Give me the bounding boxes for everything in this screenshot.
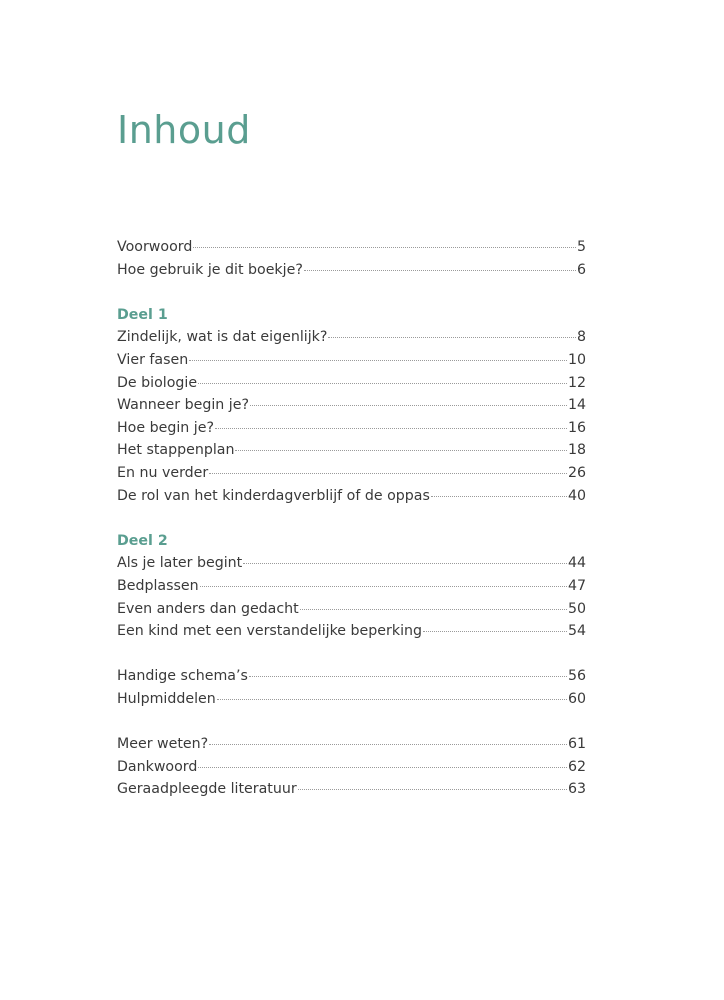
toc-entry-page-number: 14 (567, 397, 586, 414)
toc-entry-title: Het stappenplan (117, 442, 235, 459)
toc-entry-title: Als je later begint (117, 555, 243, 572)
dot-leader (193, 247, 576, 248)
toc-entry-title: Wanneer begin je? (117, 397, 249, 414)
dot-leader (243, 563, 567, 564)
toc-entry[interactable] (117, 326, 586, 349)
toc-entry-page-number: 10 (567, 351, 586, 368)
toc-entry-page-number: 12 (567, 374, 586, 391)
toc-entry-page-number: 54 (567, 623, 586, 640)
toc-entry-page-number: 62 (567, 758, 586, 775)
toc-entry-title: Meer weten? (117, 736, 209, 753)
toc-entry-title: Hoe begin je? (117, 419, 214, 436)
toc-entry[interactable] (117, 733, 586, 756)
toc-entry[interactable] (117, 349, 586, 372)
dot-leader (198, 383, 567, 384)
toc-entry-page-number: 5 (576, 239, 586, 255)
toc-entry[interactable] (117, 394, 586, 417)
toc-entry-page-number: 61 (567, 736, 586, 753)
toc-entry-title: Zindelijk, wat is dat eigenlijk? (117, 329, 328, 346)
toc-entry[interactable] (117, 665, 586, 688)
dot-leader (249, 676, 567, 677)
section-heading: Deel 1 (117, 306, 168, 323)
toc-entry-page-number: 40 (567, 487, 586, 504)
toc-entry-page-number: 18 (567, 442, 586, 459)
toc-entry-title: Geraadpleegde literatuur (117, 781, 297, 798)
dot-leader (235, 450, 566, 451)
toc-entry-title: De biologie (117, 374, 198, 391)
dot-leader (298, 789, 567, 790)
toc-entry[interactable] (117, 598, 586, 621)
dot-leader (328, 337, 576, 338)
dot-leader (198, 767, 567, 768)
group-spacer (117, 710, 586, 733)
toc-entry-title: En nu verder (117, 464, 209, 481)
toc-entry-page-number: 44 (567, 555, 586, 572)
toc-entry-title: Even anders dan gedacht (117, 600, 299, 617)
toc-entry-title: Een kind met een verstandelijke beperking (117, 623, 423, 640)
toc-entry[interactable] (117, 372, 586, 395)
dot-leader (431, 496, 567, 497)
toc-entry-title: Voorwoord (117, 239, 193, 255)
dot-leader (209, 744, 567, 745)
group-spacer (117, 281, 586, 304)
page-title: Inhoud (117, 108, 251, 152)
toc-entry-title: Hulpmiddelen (117, 690, 216, 707)
toc-entry-title: Bedplassen (117, 577, 199, 594)
toc-entry-page-number: 47 (567, 577, 586, 594)
toc-entry[interactable] (117, 688, 586, 711)
toc-entry-page-number: 63 (567, 781, 586, 798)
dot-leader (304, 270, 576, 271)
toc-entry-title: Vier fasen (117, 351, 189, 368)
toc-entry-page-number: 6 (576, 261, 586, 278)
toc-entry-page-number: 50 (567, 600, 586, 617)
dot-leader (423, 631, 567, 632)
dot-leader (209, 473, 567, 474)
toc-entry-title: Handige schema’s (117, 668, 248, 685)
toc-entry-title: De rol van het kinderdagverblijf of de oppas (117, 487, 430, 504)
group-spacer (117, 643, 586, 666)
toc-entry[interactable] (117, 575, 586, 598)
toc-entry-page-number: 60 (567, 690, 586, 707)
dot-leader (215, 428, 567, 429)
dot-leader (217, 699, 567, 700)
dot-leader (200, 586, 567, 587)
toc-entry[interactable] (117, 417, 586, 440)
group-spacer (117, 507, 586, 530)
section-heading: Deel 2 (117, 532, 168, 549)
toc-entry-title: Dankwoord (117, 758, 198, 775)
toc-entry[interactable] (117, 485, 586, 508)
toc-entry[interactable] (117, 620, 586, 643)
toc-entry-page-number: 16 (567, 419, 586, 436)
toc-entry-page-number: 8 (576, 329, 586, 346)
toc-entry[interactable] (117, 756, 586, 779)
toc-entry[interactable] (117, 552, 586, 575)
toc-entry-page-number: 26 (567, 464, 586, 481)
dot-leader (189, 360, 567, 361)
toc-entry[interactable] (117, 778, 586, 801)
dot-leader (300, 609, 567, 610)
toc-entry[interactable] (117, 259, 586, 282)
dot-leader (250, 405, 567, 406)
toc-entry[interactable] (117, 236, 586, 259)
toc-entry[interactable] (117, 439, 586, 462)
toc-entry-page-number: 56 (567, 668, 586, 685)
table-of-contents (117, 236, 586, 801)
toc-entry[interactable] (117, 462, 586, 485)
toc-entry-title: Hoe gebruik je dit boekje? (117, 261, 303, 278)
